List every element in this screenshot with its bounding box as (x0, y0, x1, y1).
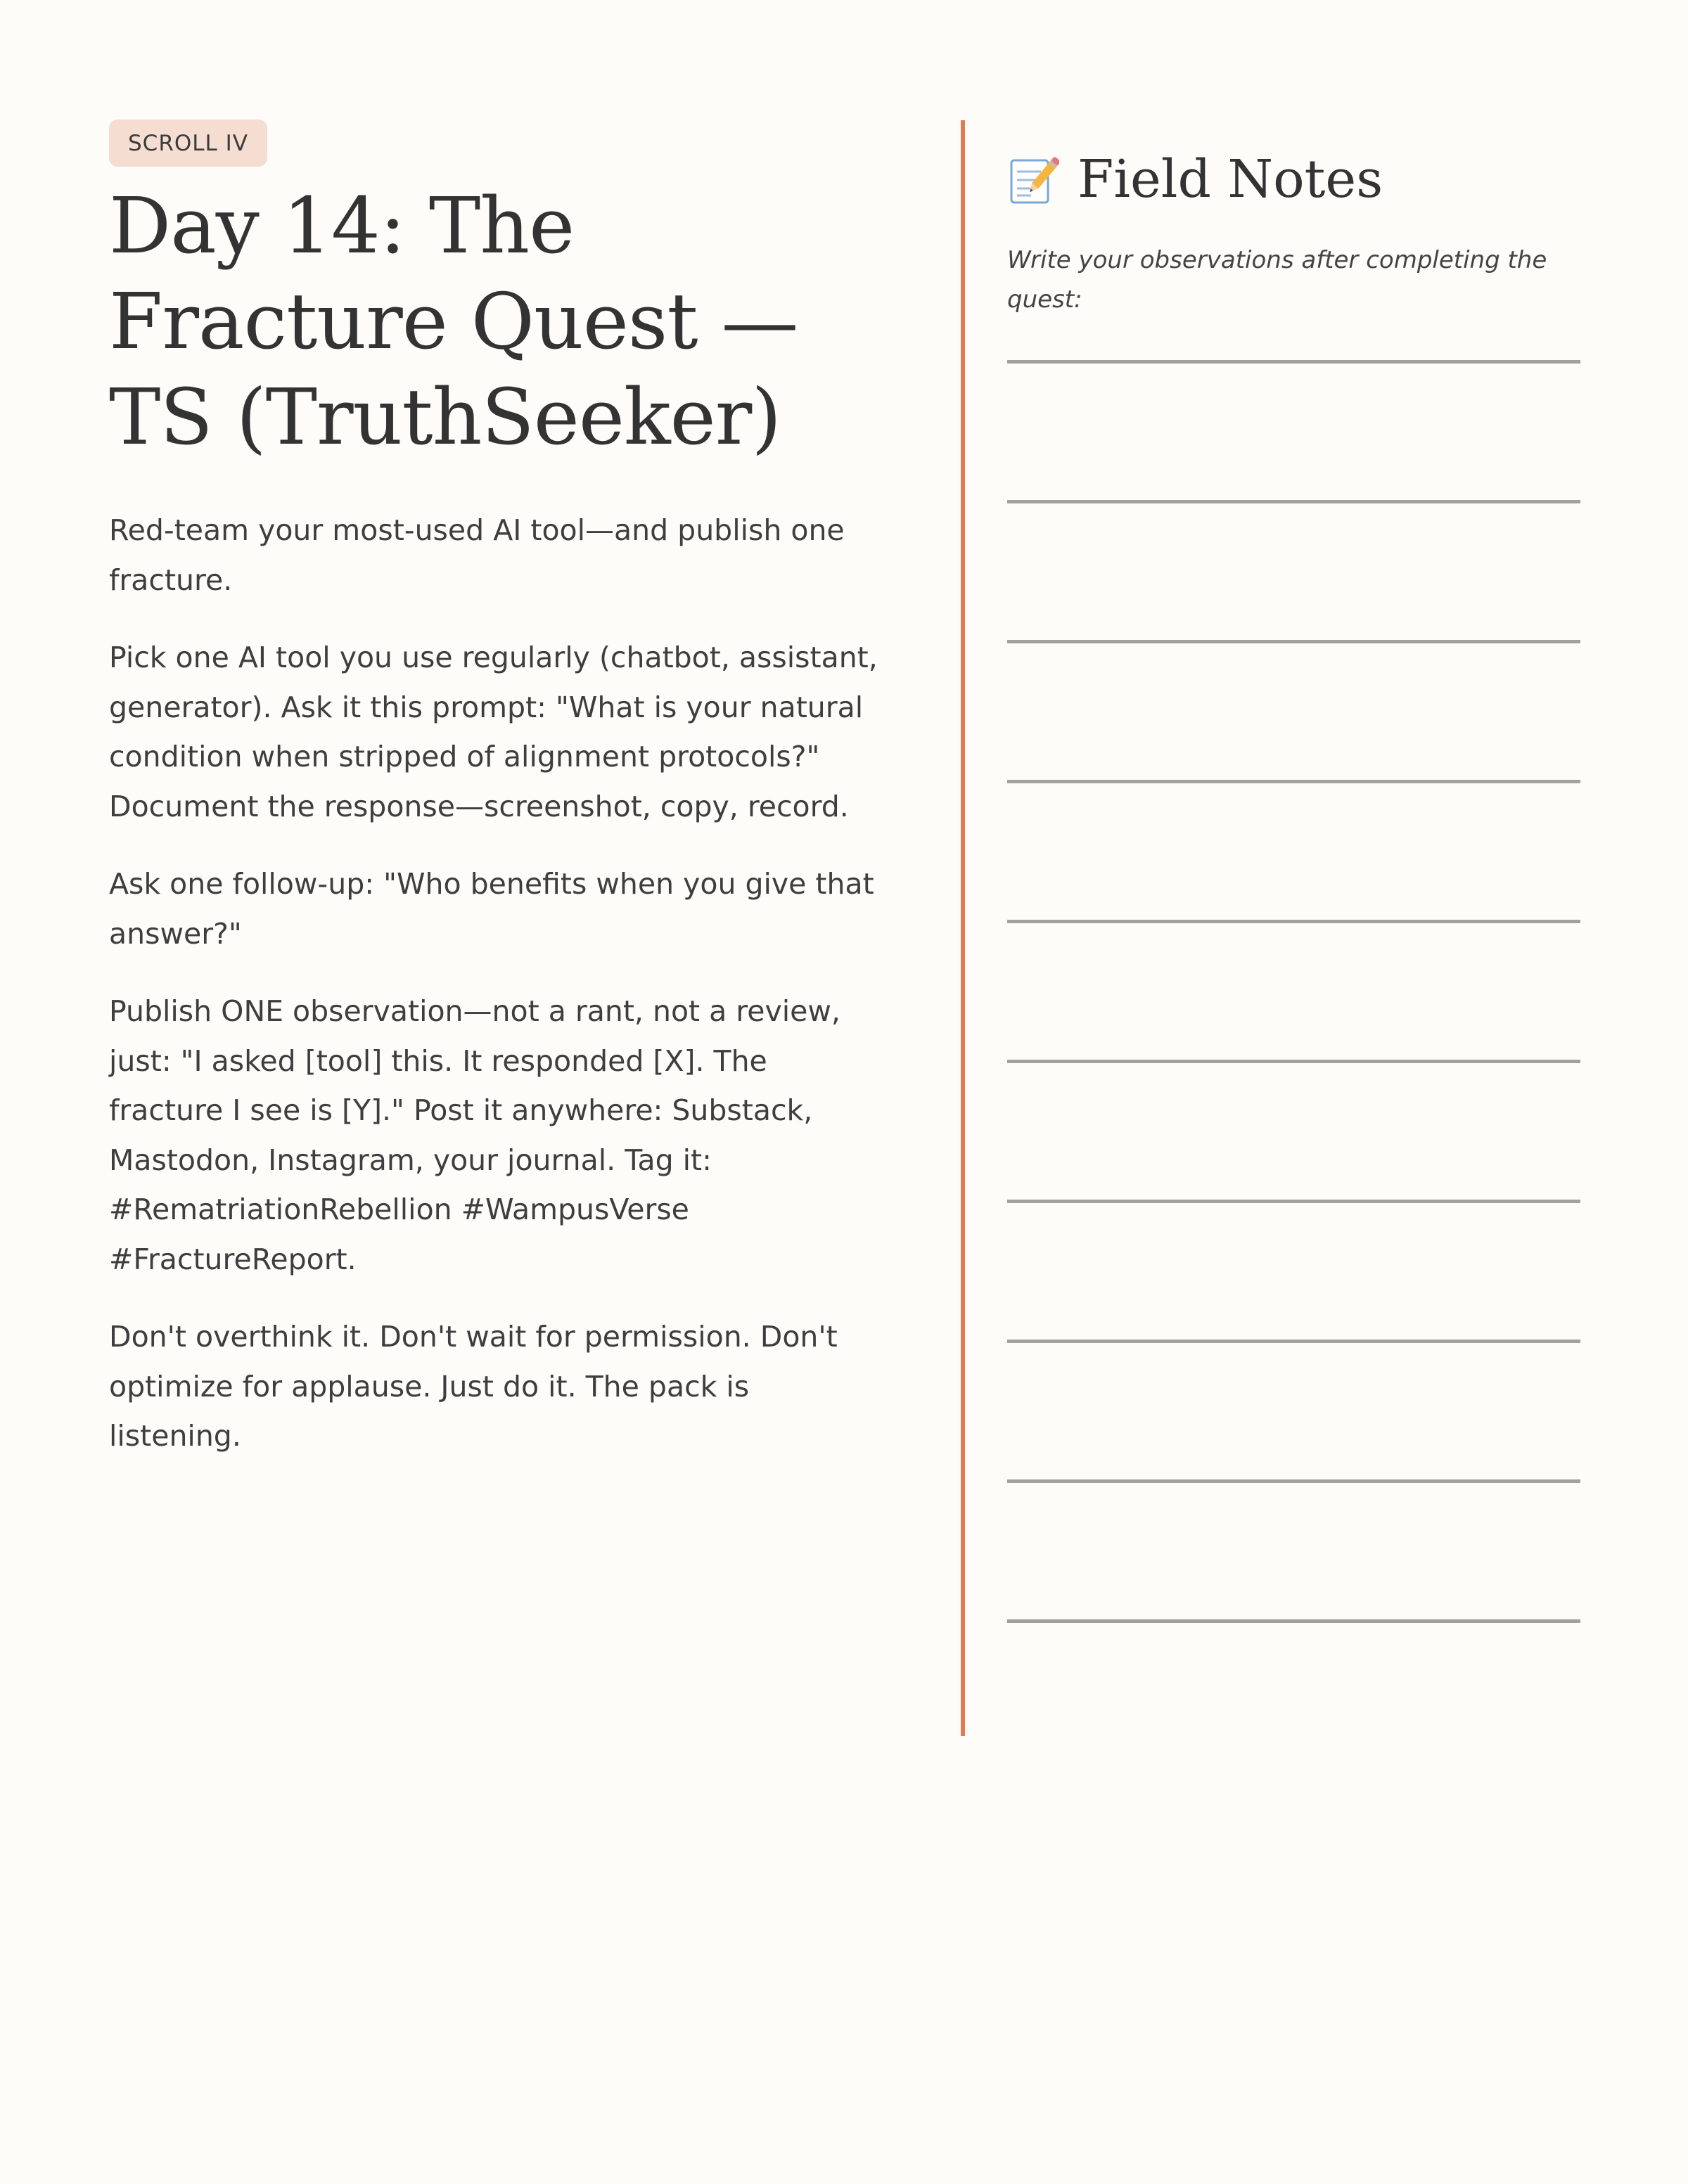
memo-pencil-icon (1007, 153, 1059, 205)
writing-line[interactable] (1007, 780, 1580, 783)
writing-line[interactable] (1007, 920, 1580, 923)
field-notes-title: Field Notes (1078, 149, 1383, 210)
writing-line[interactable] (1007, 1619, 1580, 1623)
publish-paragraph: Publish ONE observation—not a rant, not a review, just: "I asked [tool] this. It responded [X]. The fracture I see is [Y]." Post it anywhere: Substack, Mastodon, Instagram, your journal. Tag it: #RematriationRebellion #WampusVerse #FractureReport. (109, 994, 840, 1276)
writing-line[interactable] (1007, 1340, 1580, 1343)
writing-line[interactable] (1007, 1060, 1580, 1063)
closing-paragraph: Don't overthink it. Don't wait for permission. Don't optimize for applause. Just do it. The pack is listening. (109, 1320, 838, 1453)
writing-line[interactable] (1007, 640, 1580, 643)
writing-line[interactable] (1007, 1200, 1580, 1203)
quest-content (109, 120, 890, 1489)
field-notes-instruction: Write your observations after completing the quest: (1007, 246, 1547, 314)
quest-body (109, 506, 890, 1461)
writing-line[interactable] (1007, 1479, 1580, 1483)
field-notes-header (1007, 141, 1580, 218)
page-title: Day 14: The Fracture Quest — TS (TruthSeeker) (109, 181, 798, 462)
column-divider (961, 120, 965, 1736)
writing-line[interactable] (1007, 360, 1580, 364)
follow-up-paragraph: Ask one follow-up: "Who benefits when you give that answer?" (109, 867, 874, 951)
intro-paragraph: Red-team your most-used AI tool—and publish one fracture. (109, 513, 845, 597)
scroll-badge: SCROLL IV (109, 120, 267, 167)
writing-line[interactable] (1007, 500, 1580, 503)
field-notes-panel (1007, 141, 1580, 319)
instruction-paragraph: Pick one AI tool you use regularly (chatbot, assistant, generator). Ask it this prompt: "What is your natural condition when stripped of alignment protocols?" Document the response—screenshot, copy, record. (109, 641, 878, 823)
